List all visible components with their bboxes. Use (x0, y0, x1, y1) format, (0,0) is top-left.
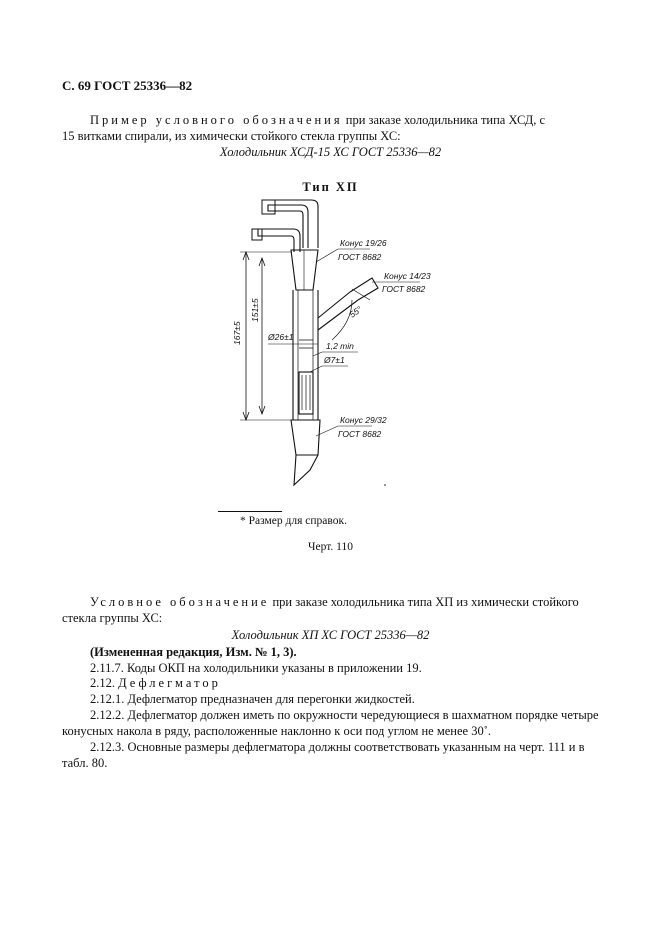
page-header: С. 69 ГОСТ 25336—82 (62, 78, 193, 93)
para-2-12-2-line2: конусных накола в ряду, расположенные наклонно к оси под углом не менее 30˚. (62, 724, 491, 738)
section2-line-2: стекла группы ХС: (62, 611, 163, 625)
para-2-12-title: Дефлегматор (118, 676, 221, 690)
footnote-rule (218, 511, 282, 512)
intro-rest-text: при заказе холодильника типа ХСД, с (342, 113, 546, 127)
intro-line-2: 15 витками спирали, из химически стойкого стекла группы ХС: (62, 129, 401, 143)
intro-designation: Холодильник ХСД-15 ХС ГОСТ 25336—82 (219, 145, 442, 159)
label-dia-7: Ø7±1 (324, 355, 345, 365)
label-gost-2: ГОСТ 8682 (382, 284, 426, 294)
para-2-12 (90, 675, 221, 691)
label-dia-26: Ø26±1 (268, 332, 294, 342)
label-1-2-min: 1,2 min (326, 341, 354, 351)
label-dim-167: 167±5 (232, 321, 242, 345)
label-cone-29-32: Конус 29/32 (340, 415, 387, 425)
label-gost-3: ГОСТ 8682 (338, 429, 382, 439)
section2-line-1 (90, 594, 579, 610)
label-cone-14-23: Конус 14/23 (384, 271, 431, 281)
section2-designation: Холодильник ХП ХС ГОСТ 25336—82 (231, 628, 430, 642)
revision-note: (Измененная редакция, Изм. № 1, 3). (90, 645, 297, 659)
para-2-12-1: 2.12.1. Дефлегматор предназначен для перегонки жидкостей. (90, 692, 415, 706)
para-2-12-number: 2.12. (90, 676, 119, 690)
para-2-12-2-line1: 2.12.2. Дефлегматор должен иметь по окружности чередующиеся в шахматном порядке четыре (90, 708, 599, 722)
footnote: * Размер для справок. (240, 515, 347, 527)
label-cone-19-26: Конус 19/26 (340, 238, 387, 248)
section2-rest-text: при заказе холодильника типа ХП из химически стойкого (269, 595, 579, 609)
label-gost-1: ГОСТ 8682 (338, 252, 382, 262)
label-dim-151: 151±5 (250, 298, 260, 322)
label-angle-55: 55° (347, 304, 364, 320)
para-2-12-3-line1: 2.12.3. Основные размеры дефлегматора должны соответствовать указанным на черт. 111 и в (90, 740, 585, 754)
figure-title: Тип ХП (302, 180, 359, 194)
section2-spaced-text: Условное обозначение (90, 595, 270, 609)
figure-caption: Черт. 110 (308, 541, 353, 553)
para-2-11-7: 2.11.7. Коды ОКП на холодильники указаны в приложении 19. (90, 661, 422, 675)
dot-mark (384, 484, 386, 486)
para-2-12-3-line2: табл. 80. (62, 756, 108, 770)
intro-spaced-text: Пример условного обозначения (90, 113, 343, 127)
